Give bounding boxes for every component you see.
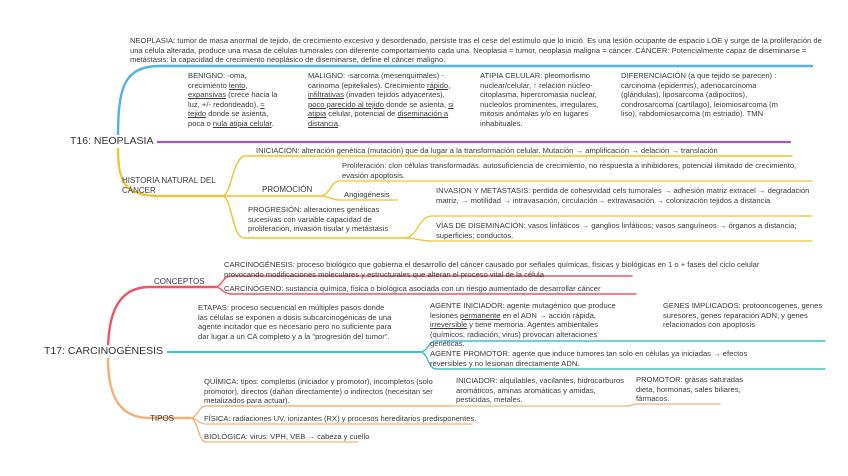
historia-label: HISTORIA NATURAL DEL CÁNCER [122,176,216,195]
angiogenesis-node: Angiogénesis [344,190,390,199]
neoplasia-definition: NEOPLASIA: tumor de masa anormal de tejido, de crecimiento excesivo y desordenado, persiste tras el cese del estímulo que lo inició. Es una lesión ocupante de espacio LOE y surge de la proliferación de una célula alterada, produce una masa de células tumorales con diferente comportamiento cada una. Neoplasia = tumor, neoplasia maligna = cáncer. CÁNCER: Potencialmente capaz de diseminarse = metástasis: la capacidad de crecimiento neoplásico de diseminarse, define el cáncer maligno. [130,36,822,65]
benigno-node: BENIGNO: -oma, crecimiento lento, expansivas (crece hacia la luz, +/- redondeado), ≈ tejido donde se asienta, poca o nula atipia celular. [188,71,278,128]
maligno-node: MALIGNO: -sarcoma (mesenquimales) -carinoma (epiteliales). Crecimiento rápido, infiltrativas (invaden tejidos adyacentes), poco parecido al tejido donde se asienta, si atipia celular, potencial de diseminación a distancia. [308,71,454,128]
diferenciacion-node: DIFERENCIACIÓN (a que tejido se parecen) : carcinoma (epidermis), adenocarcinoma (glándulas), liposarcoma (adipocitos), condrosarcoma (cartílago), leiomiosarcoma (m liso), rabdomiosarcoma (m estriado). TMN [621,71,778,119]
carcinogenesis-node: CARCINOGÉNESIS: proceso biológico que gobierna el desarrollo del cáncer causado por señales químicas, físicas y biológicas en 1 o + fases del ciclo celular provocando modificaciones moleculares y estructurales que alteran el proceso vital de la célula [224,260,760,279]
branch-tipos [108,358,190,418]
tipos-label: TIPOS [150,414,175,423]
fisica-node: FÍSICA: radiaciones UV, ionizantes (RX) y procesos hereditarios predisponentes. [204,414,477,423]
quimica-node: QUÍMICA: tipos: completos (iniciador y promotor), incompletos (solo promotor), directos (dañan directamente) o indirectos (necesitan ser metalizados para actuar). [204,377,433,406]
proliferacion-node: Proliferación: clon células transformadas. autosuficiencia de crecimiento, no respuesta a inhibidores, potencial ilimitado de crecimiento, evasión apoptosis. [342,161,797,180]
conceptos-label: CONCEPTOS [154,277,205,286]
iniciador-node: INICIADOR: alquilables, vacilantes, hidrocarburos aromáticos, aminas aromáticas y amidas, pesticidas, metales. [456,376,624,405]
branch-promotor [628,404,720,406]
etapas-node: ETAPAS: proceso secuencial en múltiples pasos donde las células se exponen a dosis subcarcinogénicas de una agente incitador que es necesario pero no suficiente para dar lugar a un CA completo y a la "progresión del tumor". [198,303,392,341]
iniciacion-node: INICIACIÓN: alteración genética (mutación) que da lugar a la transformación celular. Mutación → amplificación → delación → translación [256,146,718,155]
atipia-node: ATIPIA CELULAR: pleomorfismo nuclear/celular, ↑ relación núcleo-citoplasma, hipercromasia nuclear, nucleolos prominentes, irregulares, mitosis anómalas y/o en lugares inhabituales. [480,71,599,128]
agente-iniciador-node: AGENTE INICIADOR: agente mutagénico que produce lesiones permanente en el ADN → acción rápida, irreversible y tiene memoria. Agentes ambientales (químicos, radiación, virus) provocan alteraciones genéticas. [430,301,616,349]
carcinogeno-node: CARCINÓGENO: sustancia química, física o biológica asociada con un riesgo aumentado de desarrollar cáncer [224,284,601,293]
biologica-node: BIOLÓGICA: virus: VPH, VEB → cabeza y cuello [204,432,370,441]
agente-promotor-node: AGENTE PROMOTOR: agente que induce tumores tan solo en células ya iniciadas → efectos reversibles y no lesionan directamente ADN. [430,349,748,368]
root-t16[interactable]: T16: NEOPLASIA [66,135,157,148]
invasion-node: INVASIÓN Y METÁSTASIS: perdida de cohesividad cels tumorales → adhesión matriz extracel → degradación matriz, → motilidad → intravasación, circulación→ extravasación → colonización tejidos a distancia [436,186,810,205]
promocion-label: PROMOCIÓN [262,185,313,194]
genes-node: GENES IMPLICADOS: protooncogenes, genes suresores, genes reparación ADN, y genes relacionados con apoptosis [663,301,823,330]
root-t17[interactable]: T17: CARCINOGÉNESIS [40,345,167,358]
vias-node: VÍAS DE DISEMINACIÓN: vasos linfáticos → ganglios linfáticos; vasos sanguíneos → órganos a distancia; superficies; conductos. [436,221,797,240]
progresion-node: PROGRESIÓN: alteraciones genéticas sucesivas con variable capacidad de proliferación, invasión tisular y metástasis [248,205,389,234]
promotor-node: PROMOTOR: grasas saturadas dieta, hormonas, sales biliares, fármacos. [636,375,744,404]
